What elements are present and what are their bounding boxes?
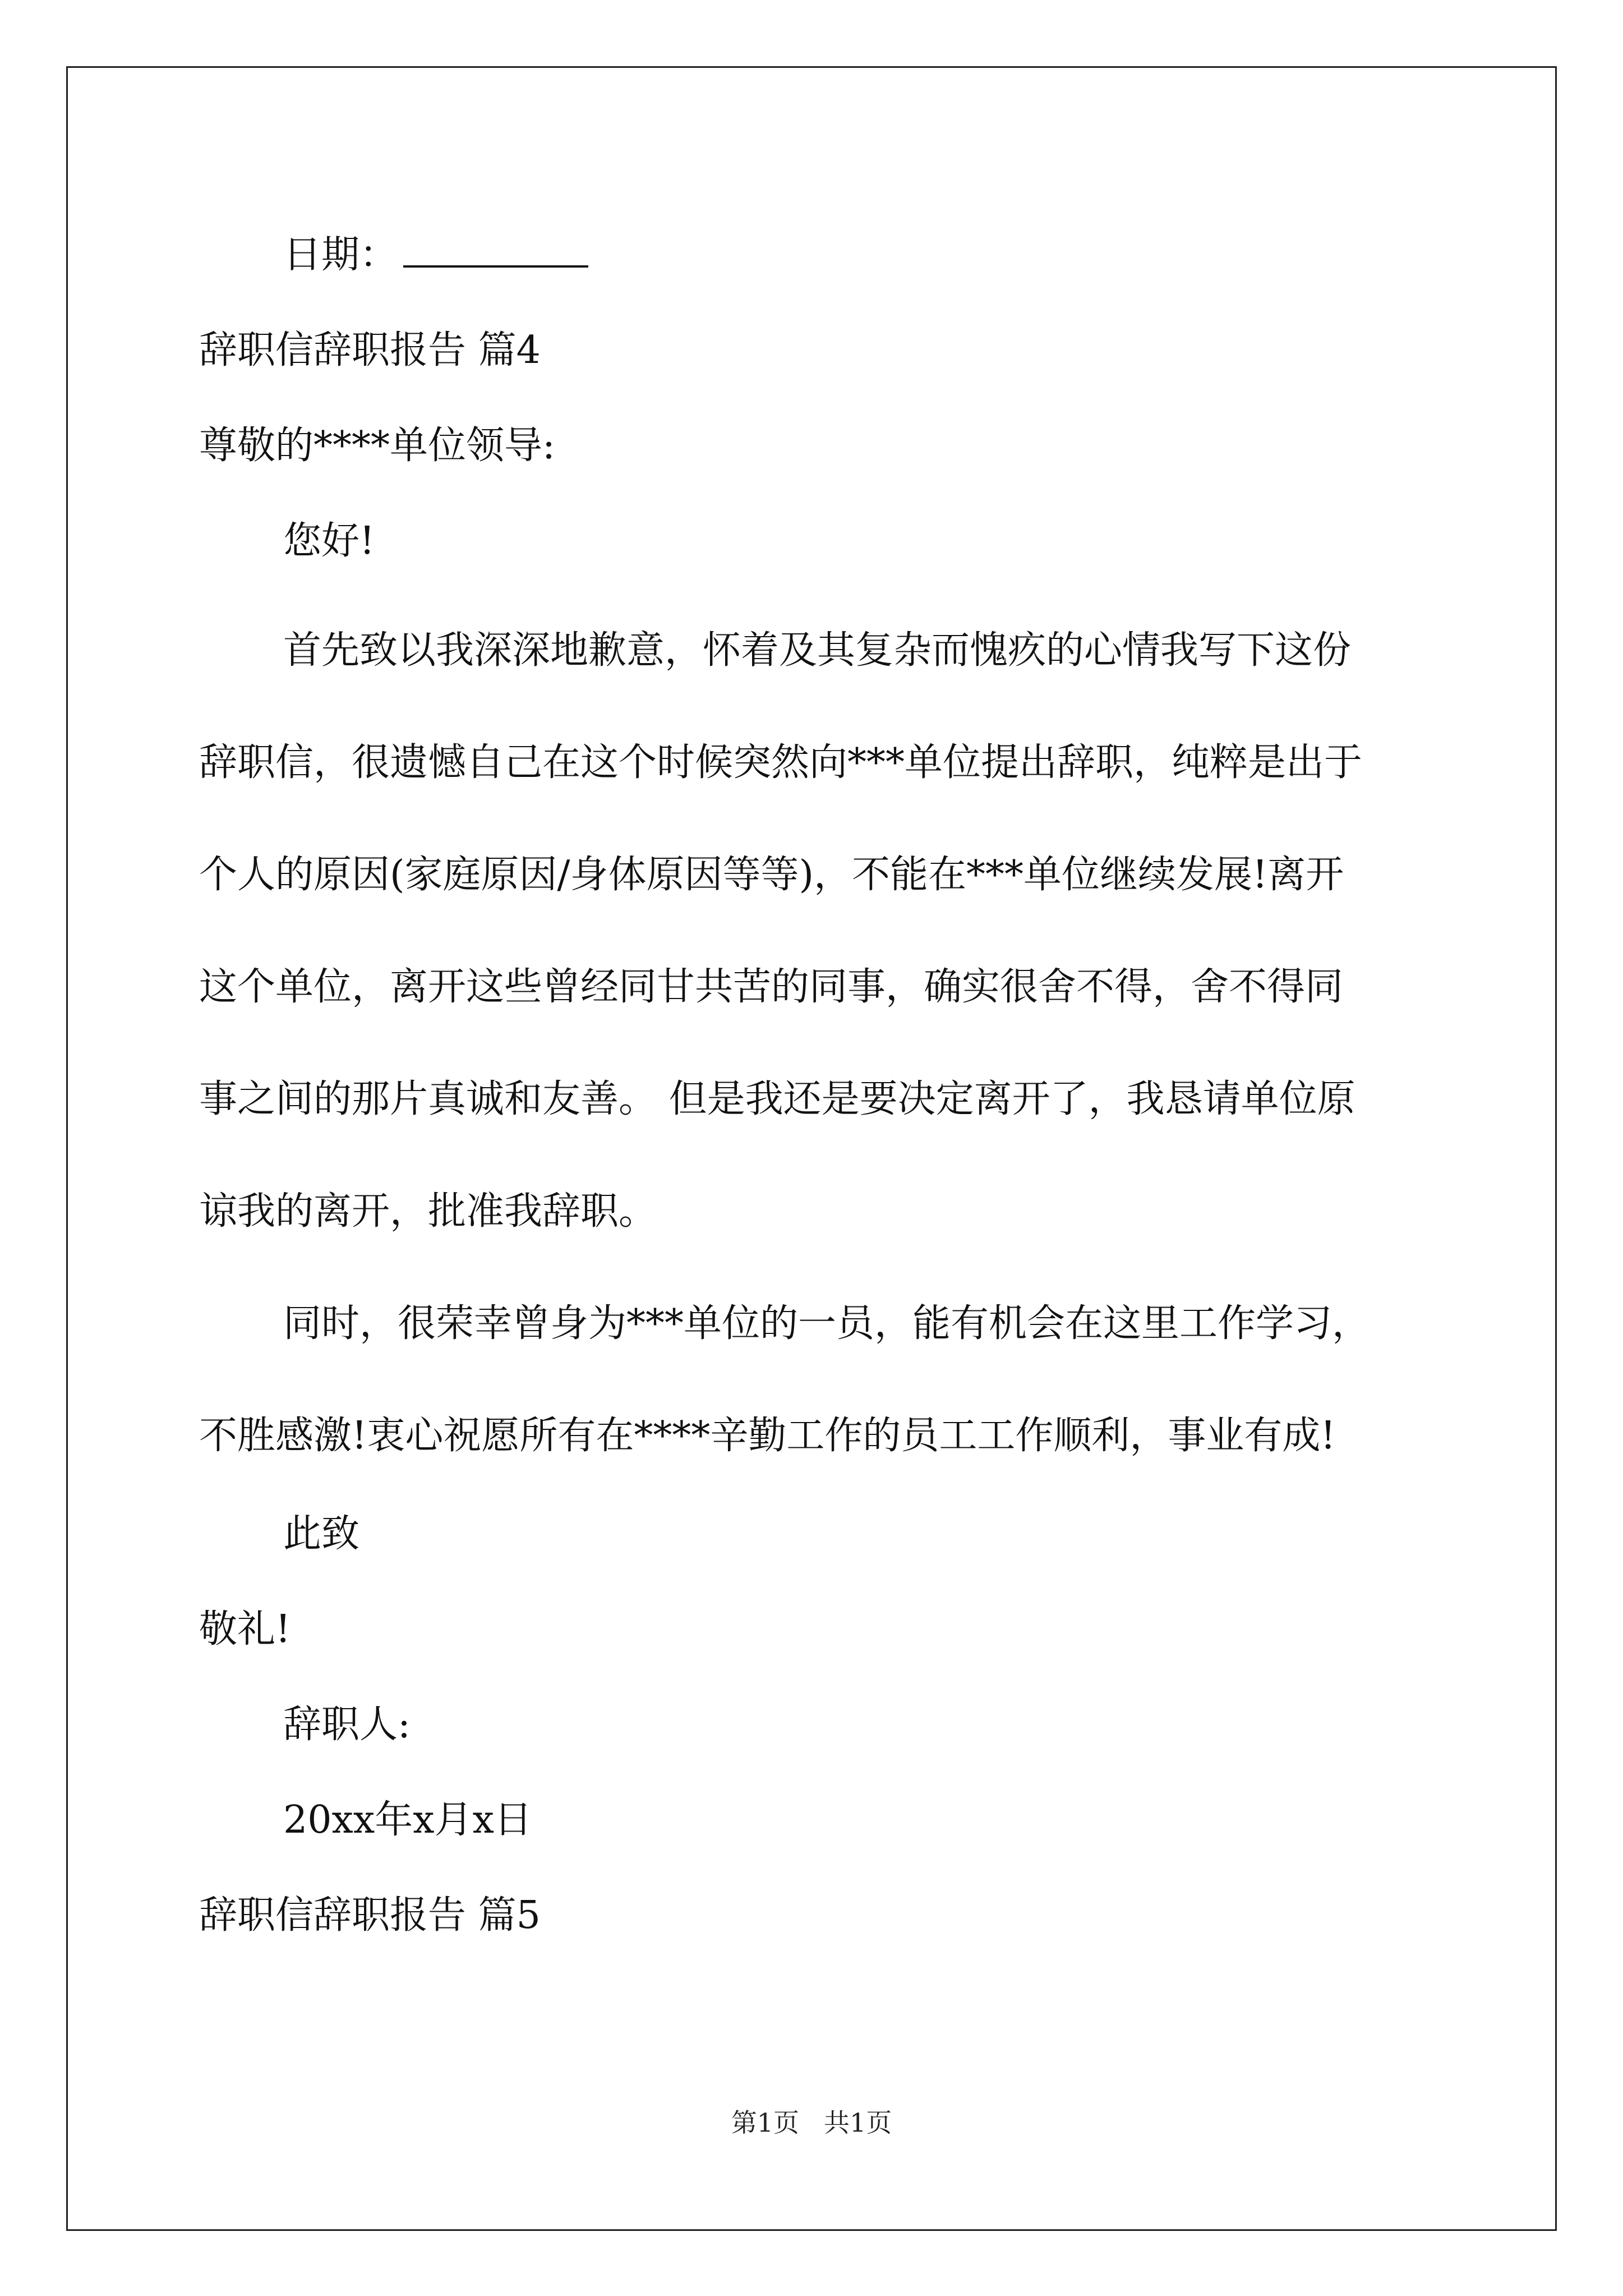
paragraph-line: 这个单位，离开这些曾经同甘共苦的同事，确实很舍不得，舍不得同 (199, 965, 1344, 1009)
paragraph-line: 不胜感激!衷心祝愿所有在****辛勤工作的员工工作顺利，事业有成! (199, 1414, 1336, 1458)
paragraph-line: 谅我的离开，批准我辞职。 (199, 1189, 657, 1234)
page-footer (0, 2102, 1623, 2139)
page-total: 共1页 (824, 2108, 892, 2138)
paragraph-line: 辞职信，很遗憾自己在这个时候突然向***单位提出辞职，纯粹是出于 (199, 740, 1363, 785)
paragraph-1 (199, 595, 1433, 1268)
closing-line-1: 此致 (283, 1512, 360, 1556)
document-body (199, 213, 1433, 1958)
signer-label: 辞职人: (283, 1703, 411, 1747)
paragraph-line: 首先致以我深深地歉意，怀着及其复杂而愧疚的心情我写下这份 (283, 628, 1352, 673)
paragraph-line: 个人的原因(家庭原因/身体原因等等)，不能在***单位继续发展!离开 (199, 853, 1344, 897)
paragraph-line: 事之间的那片真诚和友善。 但是我还是要决定离开了，我恳请单位原 (199, 1077, 1355, 1121)
paragraph-2 (199, 1268, 1433, 1492)
sign-date: 20xx年x月x日 (283, 1798, 532, 1842)
date-blank (403, 232, 588, 268)
date-line (199, 213, 1433, 297)
closing-line-2: 敬礼! (199, 1607, 291, 1651)
section5-title: 辞职信辞职报告 篇5 (199, 1893, 541, 1938)
section4-title: 辞职信辞职报告 篇4 (199, 328, 541, 372)
salutation: 尊敬的****单位领导: (199, 424, 555, 468)
greeting: 您好! (283, 519, 375, 563)
page-number: 第1页 (731, 2108, 799, 2138)
date-label: 日期： (283, 233, 398, 277)
paragraph-line: 同时，很荣幸曾身为***单位的一员，能有机会在这里工作学习， (283, 1301, 1371, 1346)
